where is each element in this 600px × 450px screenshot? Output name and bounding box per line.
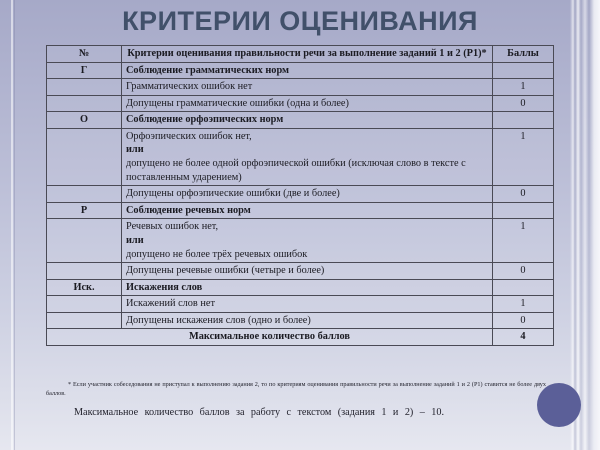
table-row xyxy=(47,263,554,280)
row-score: 1 xyxy=(493,219,554,263)
row-score: 0 xyxy=(493,263,554,280)
row-score xyxy=(493,112,554,129)
row-criteria: Грамматических ошибок нет xyxy=(122,79,493,96)
summary-paragraph: Максимальное количество баллов за работу с текстом (задания 1 и 2) – 10. xyxy=(74,407,444,418)
header-cell-criteria: Критерии оценивания правильности речи за выполнение заданий 1 и 2 (Р1)* xyxy=(122,46,493,63)
header-cell-score: Баллы xyxy=(493,46,554,63)
row-code: Г xyxy=(47,62,122,79)
table-row xyxy=(47,95,554,112)
criteria-conjunction: или xyxy=(126,144,144,156)
row-code xyxy=(47,219,122,263)
row-criteria: Допущены искажения слов (одно и более) xyxy=(122,312,493,329)
row-criteria: Искажений слов нет xyxy=(122,296,493,313)
table-header-row xyxy=(47,46,554,63)
table-total-row xyxy=(47,329,554,346)
right-edge-stripes xyxy=(570,0,600,450)
row-score: 0 xyxy=(493,95,554,112)
decorative-circle xyxy=(537,383,581,427)
row-code xyxy=(47,312,122,329)
left-edge-stripe xyxy=(11,0,13,450)
row-score xyxy=(493,62,554,79)
table-row xyxy=(47,186,554,203)
criteria-line-2: допущено не более трёх речевых ошибок xyxy=(126,248,308,260)
total-label: Максимальное количество баллов xyxy=(47,329,493,346)
header-cell-no: № xyxy=(47,46,122,63)
total-score: 4 xyxy=(493,329,554,346)
table-row xyxy=(47,62,554,79)
row-score: 1 xyxy=(493,128,554,185)
row-score: 0 xyxy=(493,186,554,203)
row-score xyxy=(493,202,554,219)
row-code xyxy=(47,186,122,203)
criteria-table xyxy=(46,45,554,346)
row-code: О xyxy=(47,112,122,129)
row-criteria: Соблюдение грамматических норм xyxy=(122,62,493,79)
row-score: 0 xyxy=(493,312,554,329)
criteria-line-1: Орфоэпических ошибок нет, xyxy=(126,130,252,142)
criteria-table-wrapper xyxy=(46,45,553,346)
row-criteria: Допущены грамматические ошибки (одна и более) xyxy=(122,95,493,112)
table-row xyxy=(47,202,554,219)
row-code: Р xyxy=(47,202,122,219)
row-code xyxy=(47,296,122,313)
table-row xyxy=(47,219,554,263)
row-criteria xyxy=(122,128,493,185)
table-row xyxy=(47,112,554,129)
row-criteria: Допущены орфоэпические ошибки (две и более) xyxy=(122,186,493,203)
criteria-conjunction: или xyxy=(126,234,144,246)
row-score xyxy=(493,279,554,296)
row-criteria: Соблюдение орфоэпических норм xyxy=(122,112,493,129)
row-code xyxy=(47,263,122,280)
table-row xyxy=(47,279,554,296)
row-code xyxy=(47,95,122,112)
table-row xyxy=(47,128,554,185)
criteria-line-2: допущено не более одной орфоэпической ошибки (исключая слово в тексте с поставленным ударением) xyxy=(126,158,466,183)
row-code: Иск. xyxy=(47,279,122,296)
table-row xyxy=(47,79,554,96)
row-criteria: Допущены речевые ошибки (четыре и более) xyxy=(122,263,493,280)
row-criteria: Соблюдение речевых норм xyxy=(122,202,493,219)
row-criteria xyxy=(122,219,493,263)
footnote-text: * Если участник собеседования не приступал к выполнению задания 2, то по критериям оценивания правильности речи за выполнение заданий 1 и 2 (Р1) ставится не более двух баллов. xyxy=(46,381,546,397)
row-score: 1 xyxy=(493,79,554,96)
row-score: 1 xyxy=(493,296,554,313)
table-row xyxy=(47,296,554,313)
table-row xyxy=(47,312,554,329)
row-code xyxy=(47,128,122,185)
criteria-line-1: Речевых ошибок нет, xyxy=(126,221,219,233)
row-criteria: Искажения слов xyxy=(122,279,493,296)
left-edge-rule xyxy=(14,0,15,450)
row-code xyxy=(47,79,122,96)
page-title: КРИТЕРИИ ОЦЕНИВАНИЯ xyxy=(122,6,478,36)
